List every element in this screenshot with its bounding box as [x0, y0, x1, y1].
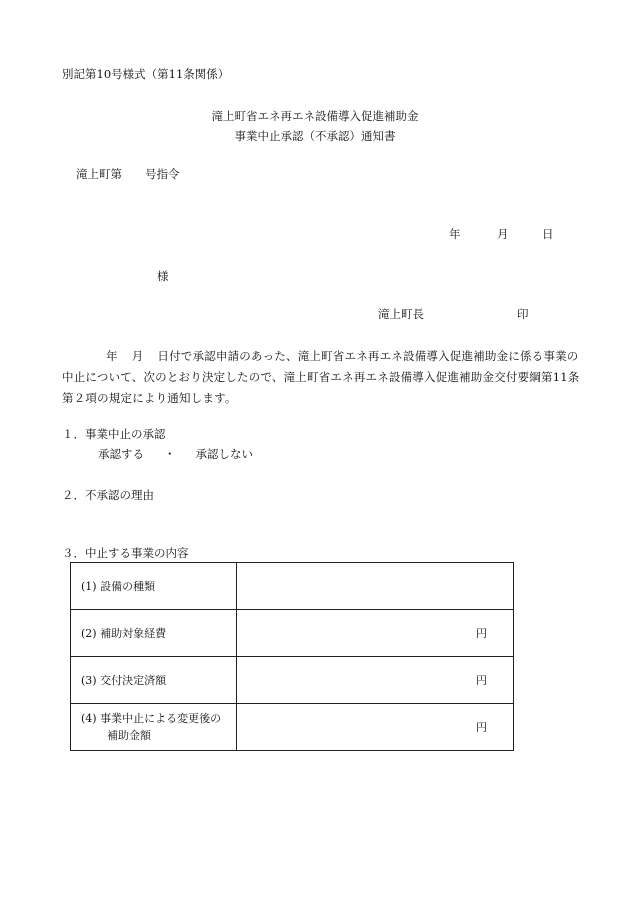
row-label-line-1: (4) 事業中止による変更後の [81, 712, 222, 725]
issuer-name: 滝上町長 [378, 307, 424, 321]
table-row [71, 704, 514, 751]
row-label-revised-subsidy [71, 704, 237, 751]
row-label-line-2: 補助金額 [107, 729, 151, 742]
option-separator: ・ [164, 447, 176, 461]
row-value-decided-amount: 円 [237, 657, 514, 704]
section-1-heading: １．事業中止の承認 [62, 427, 166, 441]
date-year-label: 年 [449, 227, 461, 241]
date-day-label: 日 [542, 227, 554, 241]
body-text: 日付で承認申請のあった、滝上町省エネ再エネ設備導入促進補助金に係る事業の中止について、次のとおり決定したので、滝上町省エネ再エネ設備導入促進補助金交付要綱第11条第２項の規定により通知します。 [62, 349, 580, 405]
row-label-eligible-expenses: (2) 補助対象経費 [71, 610, 237, 657]
option-reject: 承認しない [195, 447, 253, 461]
row-value-eligible-expenses: 円 [237, 610, 514, 657]
issuer-seal: 印 [517, 307, 529, 321]
body-paragraph [62, 346, 582, 409]
option-approve: 承認する [98, 447, 144, 461]
document-number: 滝上町第 号指令 [76, 167, 180, 181]
table-row [71, 657, 514, 704]
section-3-heading: ３．中止する事業の内容 [62, 546, 189, 560]
addressee-honorific: 様 [157, 269, 169, 283]
section-2-heading: ２．不承認の理由 [62, 488, 154, 502]
row-value-equipment-type [237, 563, 514, 610]
title-line-1: 滝上町省エネ再エネ設備導入促進補助金 [211, 109, 419, 123]
row-value-revised-subsidy: 円 [237, 704, 514, 751]
table-row [71, 563, 514, 610]
body-year-label: 年 [106, 349, 118, 363]
body-month-label: 月 [131, 349, 144, 363]
date-month-label: 月 [497, 227, 509, 241]
title-line-2: 事業中止承認（不承認）通知書 [234, 129, 396, 143]
table-row [71, 610, 514, 657]
row-label-equipment-type: (1) 設備の種類 [71, 563, 237, 610]
form-id-label: 別記第10号様式（第11条関係） [62, 67, 230, 81]
approval-options [98, 446, 253, 462]
business-content-table [70, 562, 514, 751]
row-label-decided-amount: (3) 交付決定済額 [71, 657, 237, 704]
